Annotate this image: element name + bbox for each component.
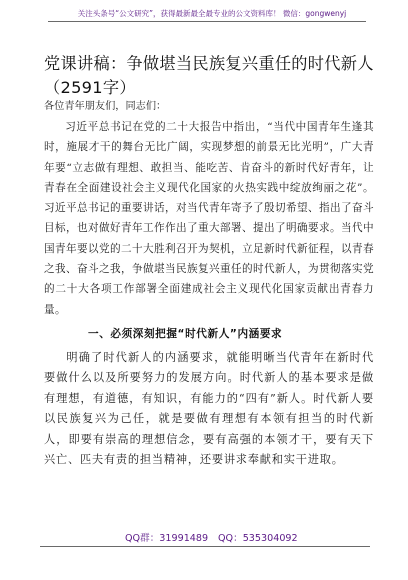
greeting: 各位青年朋友们，同志们： (44, 101, 167, 112)
section-heading: 一、必须深刻把握“时代新人”内涵要求 (88, 328, 283, 340)
paragraph-intro: 习近平总书记在党的二十大报告中指出，“当代中国青年生逢其时，施展才干的舞台无比广阔，实现梦想的前景无比光明”，广大青年要“立志做有理想、敢担当、能吃苦、肯奋斗的新时代好青年，让青春在全面建设社会主义现代化国家的火热实践中绽放绚丽之花”。习近平总书记的重要讲话，对当代青年寄予了殷切希望、指出了奋斗目标，也对做好青年工作作出了重大部署、提出了明确要求。当代中国青年要以党的二十大胜利召开为契机，立足新时代新征程，以青春之我、奋斗之我，争做堪当民族复兴重任的时代新人，为贯彻落实党的二十大各项工作部署全面建成社会主义现代化国家贡献出青春力量。 (44, 121, 374, 316)
footer-qq-group: QQ群：31991489 (125, 533, 209, 544)
paragraph-section1: 明确了时代新人的内涵要求，就能明晰当代青年在新时代要做什么以及所要努力的发展方向。时代新人的基本要求是做有理想，有道德，有知识，有能力的“四有”新人。时代新人要以民族复兴为己任，就是要做有理想有本领有担当的时代新人，即要有崇高的理想信念，要有高强的本领才干，要有天下兴亡、匹夫有责的担当精神，还要讲求奉献和实干进取。 (44, 351, 374, 467)
footer-divider (40, 546, 370, 547)
footer-qq-contact: QQ：535304092 (218, 533, 298, 544)
page-header-promo: 关注头条号“公文研究”，获得最新最全最专业的公文资料库！ 微信：gongwenyj (77, 9, 347, 18)
header-divider (48, 21, 366, 22)
document-title: 党课讲稿：争做堪当民族复兴重任的时代新人（2591字） (44, 54, 374, 97)
